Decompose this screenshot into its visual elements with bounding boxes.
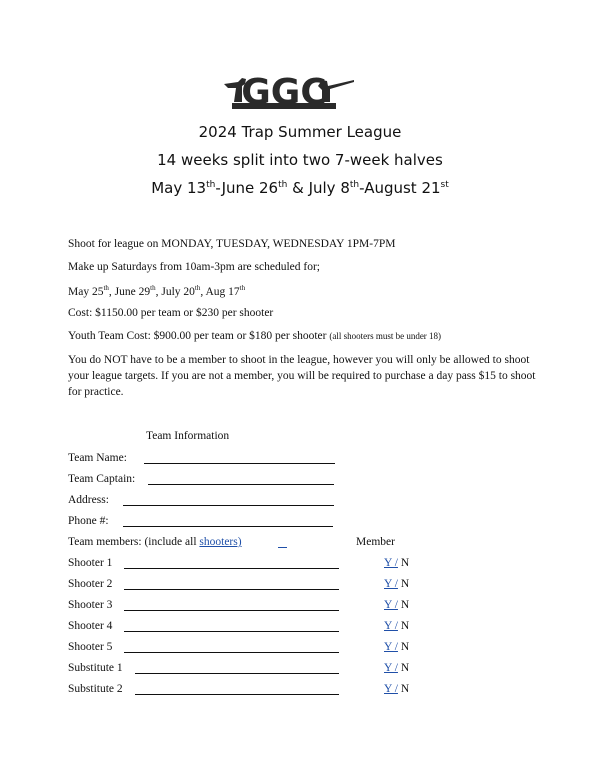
team-captain-field[interactable] (148, 484, 334, 485)
member-no-option[interactable]: N (400, 620, 410, 632)
shooter-row-label: Substitute 2 (68, 683, 123, 695)
member-yes-no[interactable] (384, 683, 409, 695)
shooter-name-field[interactable] (124, 631, 339, 632)
member-yes-option[interactable]: Y / (384, 641, 398, 653)
member-no-option[interactable]: N (400, 662, 410, 674)
address-label: Address: (68, 494, 109, 506)
shooter-name-field[interactable] (135, 673, 339, 674)
member-no-option[interactable]: N (400, 599, 410, 611)
member-no-option[interactable]: N (400, 557, 410, 569)
shooter-name-field[interactable] (124, 610, 339, 611)
shooter-name-field[interactable] (135, 694, 339, 695)
shoot-days-text: Shoot for league on MONDAY, TUESDAY, WEDNESDAY 1PM-7PM (68, 238, 396, 250)
shooter-name-field[interactable] (124, 568, 339, 569)
member-yes-no[interactable] (384, 578, 409, 590)
shooter-row-label: Shooter 4 (68, 620, 113, 632)
logo-text: GGC (241, 72, 327, 113)
phone-label: Phone #: (68, 515, 109, 527)
member-yes-no[interactable] (384, 599, 409, 611)
team-members-label: Team members: (include all shooters) (68, 536, 242, 548)
member-yes-no[interactable] (384, 620, 409, 632)
makeup-dates: May 25th, June 29th, July 20th, Aug 17th (68, 284, 246, 298)
team-info-heading: Team Information (146, 430, 230, 442)
shooter-row-label: Shooter 1 (68, 557, 113, 569)
league-dates: May 13th-June 26th & July 8th-August 21st (151, 179, 449, 197)
address-field[interactable] (123, 505, 334, 506)
team-name-field[interactable] (144, 463, 335, 464)
makeup-text: Make up Saturdays from 10am-3pm are scheduled for; (68, 261, 320, 273)
member-no-option[interactable]: N (400, 683, 410, 695)
member-no-option[interactable]: N (400, 641, 410, 653)
members-label-underline (278, 547, 287, 548)
page-subtitle: 14 weeks split into two 7-week halves (157, 151, 443, 169)
youth-cost-text: Youth Team Cost: $900.00 per team or $180 per shooter (all shooters must be under 18) (68, 330, 442, 342)
member-yes-option[interactable]: Y / (384, 662, 398, 674)
member-yes-no[interactable] (384, 641, 409, 653)
member-yes-option[interactable]: Y / (384, 578, 398, 590)
member-yes-option[interactable]: Y / (384, 683, 398, 695)
phone-field[interactable] (123, 526, 333, 527)
team-name-label: Team Name: (68, 452, 127, 464)
ggc-logo (218, 70, 358, 114)
shooter-row-label: Shooter 5 (68, 641, 113, 653)
shooter-row-label: Substitute 1 (68, 662, 123, 674)
team-captain-label: Team Captain: (68, 473, 136, 485)
shooter-row-label: Shooter 3 (68, 599, 113, 611)
page-title: 2024 Trap Summer League (198, 123, 402, 141)
member-column-header: Member (356, 536, 395, 548)
member-no-option[interactable]: N (400, 578, 410, 590)
cost-text: Cost: $1150.00 per team or $230 per shooter (68, 307, 274, 319)
membership-note: You do NOT have to be a member to shoot in the league, however you will only be allowed to shoot your league targets. If you are not a member, you will be required to purchase a day pass $15 to shoot for practice. (68, 354, 536, 398)
shooter-name-field[interactable] (124, 589, 339, 590)
member-yes-no[interactable] (384, 557, 409, 569)
member-yes-no[interactable] (384, 662, 409, 674)
member-yes-option[interactable]: Y / (384, 599, 398, 611)
shooter-row-label: Shooter 2 (68, 578, 113, 590)
member-yes-option[interactable]: Y / (384, 620, 398, 632)
member-yes-option[interactable]: Y / (384, 557, 398, 569)
shooter-name-field[interactable] (124, 652, 339, 653)
youth-note: (all shooters must be under 18) (329, 331, 442, 341)
